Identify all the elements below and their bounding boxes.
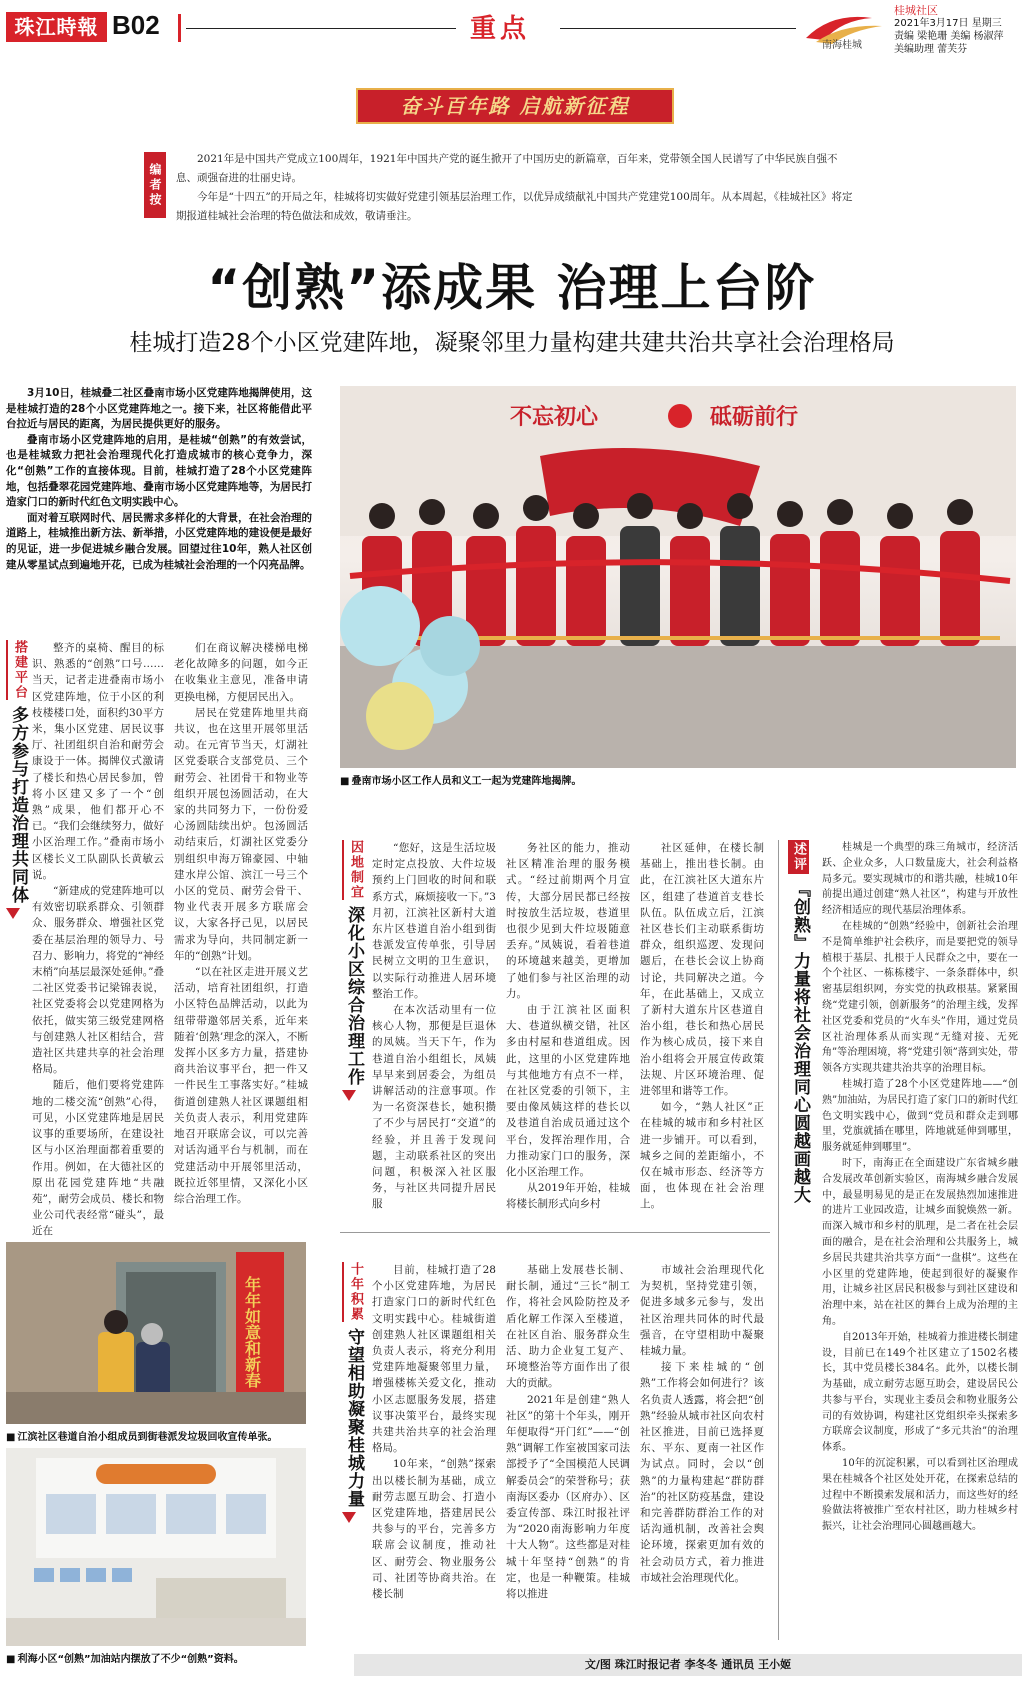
section-divider [340, 1232, 770, 1233]
section-title: 重点 [470, 14, 531, 44]
section1-heading [6, 640, 32, 919]
masthead [0, 0, 1024, 58]
section4-kicker: 述评 [788, 840, 809, 874]
section3-title: 守望相助凝聚桂城力量 [344, 1328, 364, 1508]
section3-paragraph: 目前，桂城打造了28个小区党建阵地，为居民打造家门口的新时代红色文明实践中心。桂城街道创建熟人社区课题组相关负责人表示，将充分利用党建阵地凝聚邻里力量，增强楼栋关爱文化，推动小区志愿服务发展，搭建议事决策平台，最终实现共建共治共享的社会治理格局。 [372, 1264, 496, 1455]
section2-paragraph: 由于江滨社区面积大、巷道纵横交错，社区多由村屋和巷道组成。因此，这里的小区党建阵地与其他地方有点不一样，在社区党委的引领下，主要由像凤姨这样的巷长以及巷道自治成员通过这个平台，发挥治理作用，合力推动家门口的服务，深化小区治理工作。 [506, 1004, 630, 1179]
commentary-paragraph: 自2013年开始，桂城着力推进楼长制建设，目前已在149个社区建立了1502名楼长，其中党员楼长384名。此外，以楼长制为基础，成立耐劳志愿互助会，建设居民公共参与平台，实现业主委员会和物业服务公司的有效协调，构建社区党组织牵头探索多方联席会议制度，形成了“多元共治”的治理体系。 [822, 1331, 1018, 1454]
commentary-divider [778, 840, 779, 1640]
section3-paragraph: 基础上发展巷长制、耐长制，通过“三长”制工作，将社会风险防控及矛盾化解工作深入至楼道，在社区自治、服务群众生活、助力企业复工复产、环境整治等方面作出了很大的贡献。 [506, 1264, 630, 1390]
section1-paragraph: “以在社区走进开展义艺活动，培育社团组织，打造小区特色品牌活动，以此为纽带带邀邻居关系，近年来随着‘创熟’理念的深入，不断发挥小区多方力量，搭建协商共治议事平台，把一件又一件民生工事落实好。”桂城街道创建熟人社区课题组相关负责人表示，利用党建阵地召开联席会议，可以完善对话沟通平台与机制，而在党建活动中开展邻里活动，既拉近邻里情，又深化小区综合治理工作。 [174, 966, 308, 1205]
editor-note-paragraph: 2021年是中国共产党成立100周年，1921年中国共产党的诞生掀开了中国历史的新篇章，百年来，党带领全国人民谱写了中华民族自强不息、顽强奋进的壮丽史诗。 [176, 153, 838, 184]
section3-column1 [372, 1262, 496, 1648]
section2-heading [342, 840, 368, 1101]
section1-paragraph: 们在商议解决楼梯电梯老化故障多的问题，如今正在收集业主意见，准备申请更换电梯，方便居民出入。 [174, 642, 308, 703]
section1-paragraph: 随后，他们要将党建阵地的二楼交流“创熟”心得，可见，小区党建阵地是居民议事的重要场所，在建设社区与小区治理面都着重要的作用。例如，在大德社区的原出花园党建阵地“共融苑”，耐劳会成员、楼长和物业公司代表经常“碰头”，最近在 [32, 1079, 164, 1238]
section3-kicker: 十年积累 [342, 1262, 365, 1322]
commentary-paragraph: 时下，南海正在全面建设广东省城乡融合发展改革创新实验区，南海城乡融合发展中，最显明易见的是正在发展热烈加速推进的进片工业园改造，让城乡面貌焕然一新。而深入城市和乡村的肌理，是二者在社会层面的融合，是在社会治理和公共服务上，城乡居民共建共治共享方面“一盘棋”。这些在小区里的党建阵地，使起到很好的凝聚作用，让城乡社区居民积极参与到社区建设和治理中来，站在社区的舞台上成为治理的主角。 [822, 1157, 1018, 1327]
section2-column3 [640, 840, 764, 1220]
section3-paragraph: 10年来，“创熟”探索出以楼长制为基础，成立耐劳志愿互助会、打造小区党建阵地，搭建居民公共参与的平台，完善多方联席会议制度，推动社区、耐劳会、物业服务公司、社团等协商共治。在楼长制 [372, 1458, 496, 1601]
section2-paragraph: 在本次活动里有一位核心人物，那便是巨退休的凤姨。当天下午，作为巷道自治小组组长，凤姨早早来到居委会，为组员讲解活动的注意事项。作为一名资深巷长，她积攒了不少与居民打“交道”的经验，并且善于发现问题，主动联系社区的突出问题，积极深入社区服务，与社区共同提升居民服 [372, 1004, 496, 1211]
page-number: B02 [112, 10, 160, 40]
section1-paragraph: 整齐的桌椅、醒目的标识、熟悉的“创熟”口号……当天，记者走进叠南市场小区党建阵地，位于小区的利枝楼楼口处，面积约30平方米，集小区党建、居民议事厅、社团组织自治和耐劳会康设于一体。揭牌仪式激请了楼长和热心居民参加，曾将小区建又多了一个“创熟”成果，他们都开心不已。“我们会继续努力，做好小区治理工作。”叠南市场小区楼长义工队副队长黄敏云说。 [32, 642, 164, 881]
section2-column1 [372, 840, 496, 1220]
main-photo-caption: ■ 叠南市场小区工作人员和义工一起为党建阵地揭牌。 [340, 772, 581, 787]
subheadline: 桂城打造28个小区党建阵地，凝聚邻里力量构建共建共治共享社会治理格局 [129, 330, 895, 356]
commentary-paragraph: 桂城是一个典型的珠三角城市，经济活跃、企业众多，人口数量庞大，社会利益格局多元。要实现城市的和谐共融，桂城10年前提出通过创建“熟人社区”，构建与开放性经济相适应的现代基层治理体系。 [822, 842, 1018, 917]
issue-date: 2021年3月17日 星期三 [894, 18, 1002, 29]
section2-paragraph: 如今，“熟人社区”正在桂城的城市和乡村社区进一步铺开。可以看到，城乡之间的差距缩小，不仅在城市形态、经济等方面，也体现在社会治理上。 [640, 1101, 764, 1211]
section1-paragraph: “新建成的党建阵地可以有效密切联系群众、引领群众、服务群众、增强社区党委在基层治理的领导力、号召力、影响力，将党的“神经末梢”向基层最深处延伸。”叠二社区党委书记梁锦表说，社区党委将会以党建网格为依托，做实第三级党建网格与创建熟人社区相结合，营造社区共建共享的社会治理格局。 [32, 885, 164, 1076]
section3-arrow-icon [342, 1512, 356, 1523]
masthead-rule-left [186, 28, 456, 29]
section2-paragraph: 社区延伸，在楼长制基础上，推出巷长制。由此，在江滨社区大道东片区，组建了巷道首支巷长队伍。队伍成立后，江滨社区巷长们主动联系街坊群众，组织巡逻、发现问题后，在巷长会议上协商讨论，共同解决之道。今年，在此基础上，又成立了新村大道东片区巷道自治小组，巷长和热心居民作为核心成员，接下来自治小组将会开展宣传政策法规、片区环境治理、促进邻里和谐等工作。 [640, 842, 764, 1098]
station-scene [6, 1448, 306, 1646]
banner-slogan-left: 不忘初心 [510, 404, 599, 430]
main-photo [340, 386, 1016, 768]
commentary-paragraph: 10年的沉淀积累，可以看到社区治理成果在桂城各个社区处处开花，在探索总结的过程中不断摸索发展和活力，而这些好的经验做法将被推广至农村社区，助力桂城乡村振兴，让社会治理同心圆越画越大。 [822, 1458, 1018, 1533]
lead-paragraph: 叠南市场小区党建阵地的启用，是桂城“创熟”的有效尝试，也是桂城致力把社会治理现代化打造成城市的核心竞争力，深化“创熟”工作的直接体现。目前，桂城打造了28个小区党建阵地，包括叠翠花园党建阵地、叠南市场小区党建阵地等，为居民打造家门口的新时代红色文明实践中心。 [6, 433, 312, 509]
station-photo-caption: ■ 利海小区“创熟”加油站内摆放了不少“创熟”资料。 [6, 1650, 244, 1665]
section3-paragraph: 市域社会治理现代化为契机，坚持党建引领，促进多域多元参与，发出社区治理共同体的时代最强音，在守望相助中凝聚桂城力量。 [640, 1264, 764, 1358]
headline: “创熟”添成果 治理上台阶 [207, 259, 817, 317]
byline: 文/图 珠江时报记者 李冬冬 通讯员 王小姬 [354, 1654, 1022, 1676]
alley-scene [6, 1242, 306, 1424]
section3-paragraph: 接下来桂城的“创熟”工作将会如何进行？该名负责人透露，将会把“创熟”经验从城市社区向农村社区推进，目前已选择夏东、平东、夏南一社区作为试点。同时，会以“创熟”的力量构建起“群防群治”的社区防疫基盘，建设和完善群防群治工作的对话沟通机制，改善社会舆论环境，探索更加有效的社会动员方式，着力推进市域社会治理现代化。 [640, 1361, 764, 1584]
lead-paragraph: 3月10日，桂城叠二社区叠南市场小区党建阵地揭牌使用，这是桂城打造的28个小区党建阵地之一。接下来，社区将能借此平台拉近与居民的距离，为居民提供更好的服务。 [6, 387, 312, 431]
section2-column2 [506, 840, 630, 1220]
section3-column2 [506, 1262, 630, 1648]
masthead-rule-right [560, 28, 796, 29]
section2-title: 深化小区综合治理工作 [344, 906, 364, 1086]
section2-arrow-icon [342, 1090, 356, 1101]
alley-photo-caption: ■ 江滨社区巷道自治小组成员到街巷派发垃圾回收宣传单张。 [6, 1428, 277, 1443]
section4-title: 『创熟』力量将社会治理同心圆越画越大 [790, 880, 810, 1204]
door-couplet: 年年如意和新春 [242, 1276, 262, 1388]
editor-note-paragraph: 今年是“十四五”的开局之年，桂城将切实做好党建引领基层治理工作，以优异成绩献礼中国共产党建党100周年。从本周起，《桂城社区》将定期报道桂城社会治理的特色做法和成效，敬请垂注。 [176, 191, 853, 222]
column-name: 桂城社区 [894, 4, 938, 17]
section2-kicker: 因地制宜 [342, 840, 365, 900]
section4-heading [788, 840, 814, 1204]
lead-text [6, 386, 312, 604]
section1-kicker: 搭建平台 [6, 640, 29, 700]
banner-slogan-right: 砥砺前行 [710, 404, 799, 430]
section3-heading [342, 1262, 368, 1523]
brand-name: 南海桂城 [822, 40, 862, 51]
station-photo [6, 1448, 306, 1646]
editor-credit: 责编 梁艳珊 美编 杨淑萍 [894, 31, 1004, 42]
section2-paragraph: “您好，这是生活垃圾定时定点投放、大件垃圾预约上门回收的时间和联系方式，麻烦接收一下。”3月初，江滨社区新村大道东片区巷道自治小组到街巷派发宣传单张，引导居民树立文明的卫生意识，以实际行动推进人居环境整治工作。 [372, 842, 496, 1000]
masthead-divider [178, 14, 181, 42]
ribbon-cutting-scene [340, 386, 1016, 768]
section3-paragraph: 2021年是创建“熟人社区”的第十个年头，刚开年便取得“开门红”——“创熟”调解工作室被国家司法部授予了“全国模范人民调解委员会”的荣誉称号；获南海区委办（区府办）、区委宣传部、珠江时报社评为“2020南海影响力年度十大人物”。这些都是对桂城十年坚持“创熟”的肯定，也是一种鞭策。桂城将以推进 [506, 1393, 630, 1601]
theme-banner-text: 奋斗百年路 启航新征程 [400, 94, 630, 118]
section1-column2 [174, 640, 308, 1205]
section1-title: 多方参与打造治理共同体 [8, 706, 28, 904]
section1-column1 [32, 640, 164, 1238]
theme-banner [356, 88, 674, 124]
section2-paragraph: 务社区的能力，推动社区精准治理的服务模式。“经过前期两个月宣传，大部分居民都已经按时按放生活垃圾，巷道里也很少见到大件垃圾随意丢弃。”凤姨说，看着巷道的环境越来越美，更增加了她们参与社区治理的动力。 [506, 842, 630, 1000]
section3-column3 [640, 1262, 764, 1648]
newspaper-logo: 珠江時報 [6, 12, 107, 42]
section1-paragraph: 居民在党建阵地里共商共议，也在这里开展邻里活动。在元宵节当天，灯湖社区党委联合支部党员、三个耐劳会、社团骨干和物业等组织开展包汤圆活动，在大家的共同努力下，一份份爱心汤圆陆续出炉。包汤圆活动结束后，灯湖社区党委分别组织申海万锦豪园、中轴建水岸公馆、滨江一号三个小区的党员、耐劳会骨干、物业代表开展多方联席会议，大家各抒己见，以居民需求为导向，共同制定新一年的“创熟”计划。 [174, 706, 308, 962]
commentary-body [822, 840, 1018, 1646]
assistant-credit: 美编助理 蕾芙芬 [894, 44, 968, 55]
editor-note-tag: 编者按 [144, 152, 166, 218]
editor-note [176, 150, 856, 226]
lead-paragraph: 面对着互联网时代、居民需求多样化的大背景，在社会治理的道路上，桂城推出新方法、新举措，小区党建阵地的建设便是最好的见证，进一步促进城乡融合发展。回望过往10年，熟人社区创建从零星试点到遍地开花，已成为桂城社会治理的一个闪亮品牌。 [6, 511, 312, 571]
commentary-paragraph: 在桂城的“创熟”经验中，创新社会治理不是简单维护社会秩序，而是要把党的领导植根于基层、扎根于人民群众之中，要在一个个社区、一栋栋楼宇、一条条群体中，织密基层组织网，夯实党的执政根基。紧紧围绕“党建引领，创新服务”的治理主线，发挥社区党委和党员的“火车头”作用，通过党员区社治理体系从而实现“无缝对接、无死角”等治理困境，将“党建引领”落到实处，带领各方实现共建共治共享的治理目标。 [822, 920, 1018, 1075]
alley-photo [6, 1242, 306, 1424]
section2-paragraph: 从2019年开始，桂城将楼长制形式向乡村 [506, 1182, 630, 1211]
commentary-paragraph: 桂城打造了28个小区党建阵地——“创熟”加油站，为居民打造了家门口的新时代红色文明实践中心，做到“党员和群众走到哪里，党旗就插在哪里，阵地就延伸到哪里，服务就延伸到哪里”。 [822, 1078, 1018, 1154]
issue-info [894, 4, 1020, 56]
section1-arrow-icon [6, 908, 20, 919]
